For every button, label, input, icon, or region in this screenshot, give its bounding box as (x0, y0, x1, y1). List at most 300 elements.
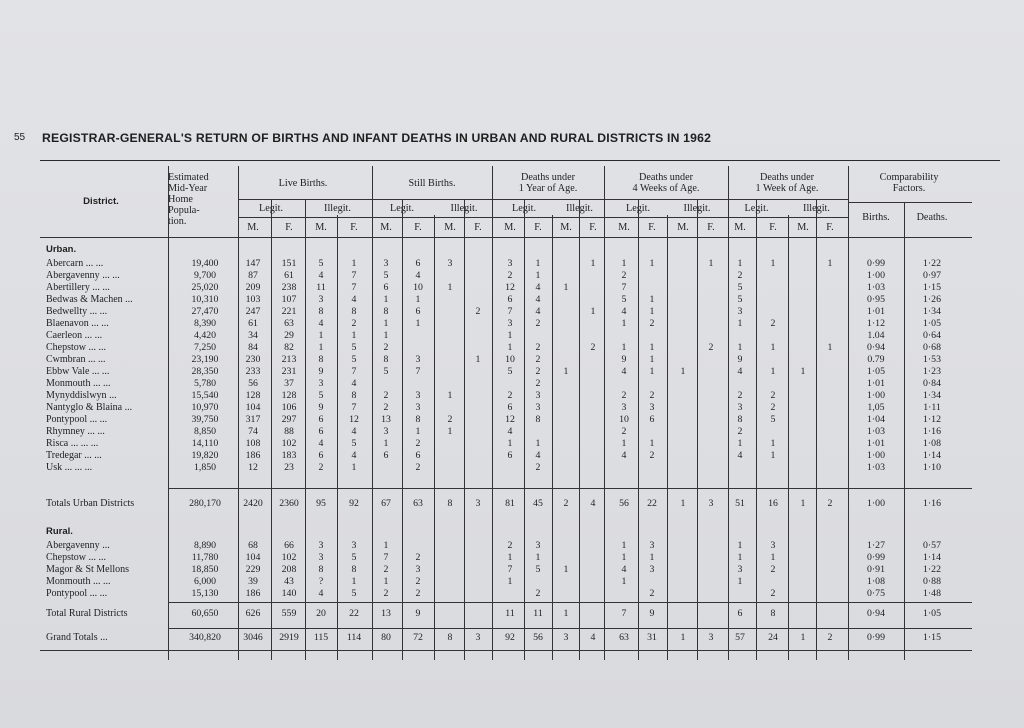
table-cell: 1·04 (867, 414, 885, 425)
table-cell: 8 (383, 306, 389, 317)
table-cell: 1 (507, 438, 513, 449)
table-cell: 3 (737, 306, 743, 317)
district-name: Bedwas & Machen (46, 294, 123, 305)
header-female: F. (589, 222, 597, 233)
table-cell: 87 (248, 270, 258, 281)
table-cell: 5 (535, 564, 541, 575)
header-female: F. (534, 222, 542, 233)
comparability-line: Comparability (879, 172, 939, 183)
table-cell: 1 (351, 576, 357, 587)
table-cell: 4 (737, 366, 743, 377)
table-cell: 63 (284, 318, 294, 329)
table-cell: 2 (507, 270, 513, 281)
leader-dots: ... (122, 402, 133, 413)
table-cell: 2 (770, 390, 776, 401)
table-cell: 2 (770, 402, 776, 413)
table-cell: 11 (533, 608, 543, 619)
table-cell: 0·64 (923, 330, 941, 341)
table-cell: 1·00 (867, 270, 885, 281)
column-rule (579, 200, 580, 660)
header-comparability-factors (848, 172, 970, 194)
district-name: Blaenavon (46, 318, 89, 329)
header-illegit: Illegit. (683, 203, 711, 214)
table-cell: 12 (349, 414, 359, 425)
table-cell: 1 (680, 498, 686, 509)
table-cell: 31 (647, 632, 657, 643)
table-cell: 1 (770, 366, 776, 377)
header-male: M. (444, 222, 456, 233)
table-cell: 107 (281, 294, 297, 305)
table-cell: 1·12 (867, 318, 885, 329)
table-cell: 56 (248, 378, 258, 389)
table-cell: 3 (535, 540, 541, 551)
table-cell: ? (318, 576, 324, 587)
table-cell: 1·22 (923, 564, 941, 575)
table-cell: 1 (649, 342, 655, 353)
table-cell: 57 (735, 632, 745, 643)
table-cell: 1 (680, 366, 686, 377)
header-female: F. (826, 222, 834, 233)
district-name: Grand Totals ... (46, 632, 108, 643)
table-cell: 82 (284, 342, 294, 353)
table-cell: 5 (351, 552, 357, 563)
table-cell: 5,780 (193, 378, 217, 389)
row-rule (604, 217, 728, 218)
table-cell: 95 (316, 498, 326, 509)
table-cell: 1·14 (923, 552, 941, 563)
table-cell: 1·10 (923, 462, 941, 473)
table-cell: 18,850 (191, 564, 219, 575)
leader-dots: ... ... (83, 258, 104, 269)
table-cell: 8 (318, 564, 324, 575)
table-cell: 1 (563, 282, 569, 293)
table-cell: 3 (351, 540, 357, 551)
row-rule (848, 202, 972, 203)
table-cell: 1·12 (923, 414, 941, 425)
row-rule (728, 217, 848, 218)
row-rule (168, 602, 972, 603)
row-label (46, 390, 117, 401)
table-cell: 4 (351, 426, 357, 437)
district-name: Totals Urban Districts (46, 498, 135, 509)
table-cell: 2 (708, 342, 714, 353)
table-cell: 1·05 (923, 318, 941, 329)
row-rule (238, 199, 372, 200)
row-label (46, 354, 105, 365)
table-cell: 1 (507, 342, 513, 353)
header-male: M. (247, 222, 259, 233)
table-cell: 56 (533, 632, 543, 643)
table-cell: 0·99 (867, 258, 885, 269)
table-cell: 1 (383, 294, 389, 305)
table-cell: 1·22 (923, 258, 941, 269)
table-cell: 0·94 (867, 342, 885, 353)
table-cell: 238 (281, 282, 297, 293)
deaths-1-week-line: Deaths under (759, 172, 815, 183)
column-rule (904, 203, 905, 660)
table-cell: 6 (507, 450, 513, 461)
table-cell: 0·84 (923, 378, 941, 389)
table-cell: 1 (475, 354, 481, 365)
table-cell: 3 (383, 426, 389, 437)
table-cell: 213 (281, 354, 297, 365)
district-name: Pontypool (46, 414, 88, 425)
table-cell: 1 (737, 576, 743, 587)
table-cell: 1 (535, 258, 541, 269)
header-male: M. (560, 222, 572, 233)
district-name: Ebbw Vale (46, 366, 90, 377)
table-cell: 1 (737, 438, 743, 449)
table-cell: 2 (649, 318, 655, 329)
table-cell: 2 (318, 462, 324, 473)
table-cell: 60,650 (191, 608, 219, 619)
table-cell: 3 (318, 540, 324, 551)
leader-dots: ... (106, 390, 117, 401)
table-cell: 1 (770, 438, 776, 449)
title-rule (40, 160, 1000, 161)
table-cell: 5 (351, 354, 357, 365)
table-cell: 6 (415, 258, 421, 269)
table-cell: 1 (590, 306, 596, 317)
table-cell: 4 (621, 366, 627, 377)
table-cell: 2 (737, 390, 743, 401)
table-cell: 1 (737, 342, 743, 353)
header-female: F. (769, 222, 777, 233)
table-cell: 0·68 (923, 342, 941, 353)
table-cell: 0·94 (867, 608, 885, 619)
district-name: Usk (46, 462, 63, 473)
table-cell: 14,110 (191, 438, 219, 449)
table-cell: 2919 (279, 632, 299, 643)
row-label (46, 402, 132, 413)
table-cell: 1·15 (923, 632, 941, 643)
header-deaths-1-year (492, 172, 604, 194)
table-cell: 1·26 (923, 294, 941, 305)
column-rule (604, 166, 605, 660)
table-cell: 0·91 (867, 564, 885, 575)
row-rule (492, 217, 604, 218)
table-cell: 247 (245, 306, 261, 317)
header-district: District. (83, 196, 119, 207)
table-cell: 2 (535, 378, 541, 389)
table-cell: 7 (351, 402, 357, 413)
table-cell: 1 (770, 450, 776, 461)
table-cell: 23,190 (191, 354, 219, 365)
table-cell: 8 (318, 354, 324, 365)
table-cell: 74 (248, 426, 258, 437)
leader-dots: ... ... (99, 270, 120, 281)
table-cell: 559 (281, 608, 297, 619)
header-live-births: Live Births. (278, 178, 328, 189)
leader-dots: ... ... (90, 378, 111, 389)
section-urban: Urban. (46, 244, 77, 255)
estimated-line: Popula- (168, 205, 200, 216)
table-cell: 1 (535, 438, 541, 449)
table-cell: 0·75 (867, 588, 885, 599)
table-cell: 1 (737, 318, 743, 329)
table-cell: 1 (507, 552, 513, 563)
table-cell: 2 (649, 390, 655, 401)
row-label (46, 426, 105, 437)
table-cell: 80 (381, 632, 391, 643)
table-cell: 6 (318, 450, 324, 461)
table-cell: 230 (245, 354, 261, 365)
row-label (46, 498, 134, 509)
table-cell: 43 (284, 576, 294, 587)
table-cell: 221 (281, 306, 297, 317)
table-cell: 39,750 (191, 414, 219, 425)
table-cell: 297 (281, 414, 297, 425)
table-cell: 1 (318, 330, 324, 341)
row-label (46, 552, 106, 563)
table-cell: 2 (383, 564, 389, 575)
row-rule (238, 217, 372, 218)
table-cell: 140 (281, 588, 297, 599)
row-label (46, 270, 120, 281)
table-cell: 2 (383, 390, 389, 401)
header-male: M. (734, 222, 746, 233)
table-cell: 0·88 (923, 576, 941, 587)
header-female: F. (707, 222, 715, 233)
table-cell: 25,020 (191, 282, 219, 293)
district-name: Bedwellty (46, 306, 88, 317)
deaths-4-weeks-line: 4 Weeks of Age. (632, 183, 700, 194)
header-illegit: Illegit. (566, 203, 593, 214)
table-cell: 104 (245, 552, 261, 563)
row-rule (40, 237, 972, 238)
table-cell: 1 (649, 294, 655, 305)
table-cell: 2 (415, 438, 421, 449)
header-male: M. (504, 222, 516, 233)
leader-dots: ... ... (87, 414, 108, 425)
table-cell: 1 (770, 552, 776, 563)
header-female: F. (285, 222, 293, 233)
table-cell: 88 (284, 426, 294, 437)
district-name: Risca ... (46, 438, 79, 449)
table-cell: 3 (708, 632, 714, 643)
row-label (46, 564, 129, 575)
table-cell: 209 (245, 282, 261, 293)
table-cell: 6 (383, 282, 389, 293)
row-label (46, 330, 102, 341)
table-cell: 2 (770, 564, 776, 575)
table-cell: 1 (447, 282, 453, 293)
row-label (46, 540, 110, 551)
leader-dots: ... ... (90, 576, 111, 587)
table-cell: 63 (619, 632, 629, 643)
table-cell: 4 (621, 306, 627, 317)
table-cell: 108 (245, 438, 261, 449)
table-cell: 3046 (243, 632, 263, 643)
table-cell: 12 (505, 282, 515, 293)
table-cell: 2 (737, 270, 743, 281)
table-cell: 5 (351, 438, 357, 449)
table-cell: 6 (318, 426, 324, 437)
table-cell: 2 (827, 498, 833, 509)
table-cell: 1·03 (867, 462, 885, 473)
row-label (46, 318, 109, 329)
table-cell: 1·03 (867, 426, 885, 437)
leader-dots: ... ... (89, 366, 110, 377)
table-cell: 1·05 (867, 366, 885, 377)
table-cell: 2 (621, 270, 627, 281)
table-cell: 1 (318, 342, 324, 353)
table-cell: 3 (447, 258, 453, 269)
table-cell: 5 (770, 414, 776, 425)
leader-dots: ... ... (78, 438, 99, 449)
table-cell: 15,130 (191, 588, 219, 599)
table-cell: 0·57 (923, 540, 941, 551)
table-cell: 16 (768, 498, 778, 509)
estimated-line: Mid-Year (168, 183, 208, 194)
table-cell: 1·01 (867, 438, 885, 449)
table-cell: 1 (621, 552, 627, 563)
row-label (46, 608, 128, 619)
table-cell: 9 (415, 608, 421, 619)
table-cell: 3 (415, 354, 421, 365)
district-name: Chepstow (46, 342, 86, 353)
table-cell: 1.04 (867, 330, 885, 341)
table-cell: 1·23 (923, 366, 941, 377)
table-cell: 114 (346, 632, 362, 643)
table-cell: 3 (649, 402, 655, 413)
table-cell: 1 (800, 366, 806, 377)
table-cell: 4 (507, 426, 513, 437)
table-cell: 1 (351, 462, 357, 473)
district-name: Rhymney (46, 426, 85, 437)
row-label (46, 438, 98, 449)
table-cell: 4 (351, 450, 357, 461)
section-rural: Rural. (46, 526, 73, 537)
row-rule (728, 199, 848, 200)
table-cell: 63 (413, 498, 423, 509)
district-name: Cwmbran (46, 354, 86, 365)
header-male: M. (380, 222, 392, 233)
table-cell: 1 (383, 576, 389, 587)
table-cell: 12 (248, 462, 258, 473)
table-cell: 3 (770, 540, 776, 551)
table-cell: 2 (535, 354, 541, 365)
table-cell: 1 (351, 258, 357, 269)
table-cell: 1 (535, 270, 541, 281)
table-cell: 3 (563, 632, 569, 643)
table-cell: 2 (535, 462, 541, 473)
table-cell: 7,250 (193, 342, 217, 353)
table-cell: 1·01 (867, 378, 885, 389)
table-cell: 2 (621, 426, 627, 437)
table-cell: 5 (383, 366, 389, 377)
table-cell: 2 (770, 588, 776, 599)
table-cell: 0·99 (867, 552, 885, 563)
table-cell: 1 (800, 498, 806, 509)
table-cell: 0·95 (867, 294, 885, 305)
table-cell: 6 (318, 414, 324, 425)
column-rule (697, 200, 698, 660)
header-female: F. (648, 222, 656, 233)
table-cell: 1 (827, 342, 833, 353)
table-cell: 13 (381, 608, 391, 619)
table-cell: 2 (649, 450, 655, 461)
table-cell: 1 (708, 258, 714, 269)
leader-dots: ... ... (85, 354, 106, 365)
header-female: F. (414, 222, 422, 233)
table-cell: 2 (507, 540, 513, 551)
header-estimated-population (168, 172, 240, 227)
header-female: F. (350, 222, 358, 233)
table-cell: 1 (737, 540, 743, 551)
table-cell: 8,890 (193, 540, 217, 551)
table-cell: 3 (318, 294, 324, 305)
table-cell: 11,780 (191, 552, 219, 563)
leader-dots: ... ... (88, 318, 109, 329)
table-cell: 1·05 (923, 608, 941, 619)
table-cell: 2 (770, 318, 776, 329)
table-cell: 72 (413, 632, 423, 643)
table-cell: 1 (507, 576, 513, 587)
leader-dots: ... ... ... (62, 462, 93, 473)
table-cell: 1·03 (867, 282, 885, 293)
table-cell: 7 (351, 282, 357, 293)
table-cell: 340,820 (189, 632, 221, 643)
district-name: Tredegar (46, 450, 82, 461)
column-rule (816, 200, 817, 660)
table-cell: 1 (563, 366, 569, 377)
table-cell: 1·00 (867, 390, 885, 401)
table-cell: 1·34 (923, 306, 941, 317)
header-illegit: Illegit. (803, 203, 830, 214)
table-cell: 5 (318, 390, 324, 401)
estimated-line: tion. (168, 216, 187, 227)
table-cell: 10 (619, 414, 629, 425)
table-cell: 4 (535, 306, 541, 317)
table-cell: 183 (281, 450, 297, 461)
table-cell: 19,820 (191, 450, 219, 461)
row-rule (372, 217, 492, 218)
table-cell: 20 (316, 608, 326, 619)
table-cell: 2360 (279, 498, 299, 509)
leader-dots: ... (99, 540, 110, 551)
table-cell: 6 (383, 450, 389, 461)
table-cell: 2 (621, 390, 627, 401)
table-cell: 2 (415, 576, 421, 587)
table-cell: 1·11 (923, 402, 941, 413)
district-name: Caerleon (46, 330, 83, 341)
header-male: M. (677, 222, 689, 233)
table-cell: 1 (351, 330, 357, 341)
table-cell: 4 (535, 282, 541, 293)
deaths-1-year-line: 1 Year of Age. (518, 183, 578, 194)
table-cell: 2 (827, 632, 833, 643)
table-cell: 3 (318, 378, 324, 389)
table-cell: 8 (737, 414, 743, 425)
table-cell: 1·16 (923, 498, 941, 509)
table-cell: 103 (245, 294, 261, 305)
header-male: M. (618, 222, 630, 233)
table-cell: 6 (415, 306, 421, 317)
leader-dots: ... ... (86, 552, 106, 563)
table-cell: 2 (507, 390, 513, 401)
table-cell: 10,970 (191, 402, 219, 413)
table-cell: 208 (281, 564, 297, 575)
table-cell: 2 (535, 318, 541, 329)
table-cell: 2 (447, 414, 453, 425)
header-legit: Legit. (625, 203, 651, 214)
table-cell: 66 (284, 540, 294, 551)
table-cell: 5 (318, 258, 324, 269)
table-cell: 0.79 (867, 354, 885, 365)
table-cell: 92 (349, 498, 359, 509)
row-rule (604, 199, 728, 200)
